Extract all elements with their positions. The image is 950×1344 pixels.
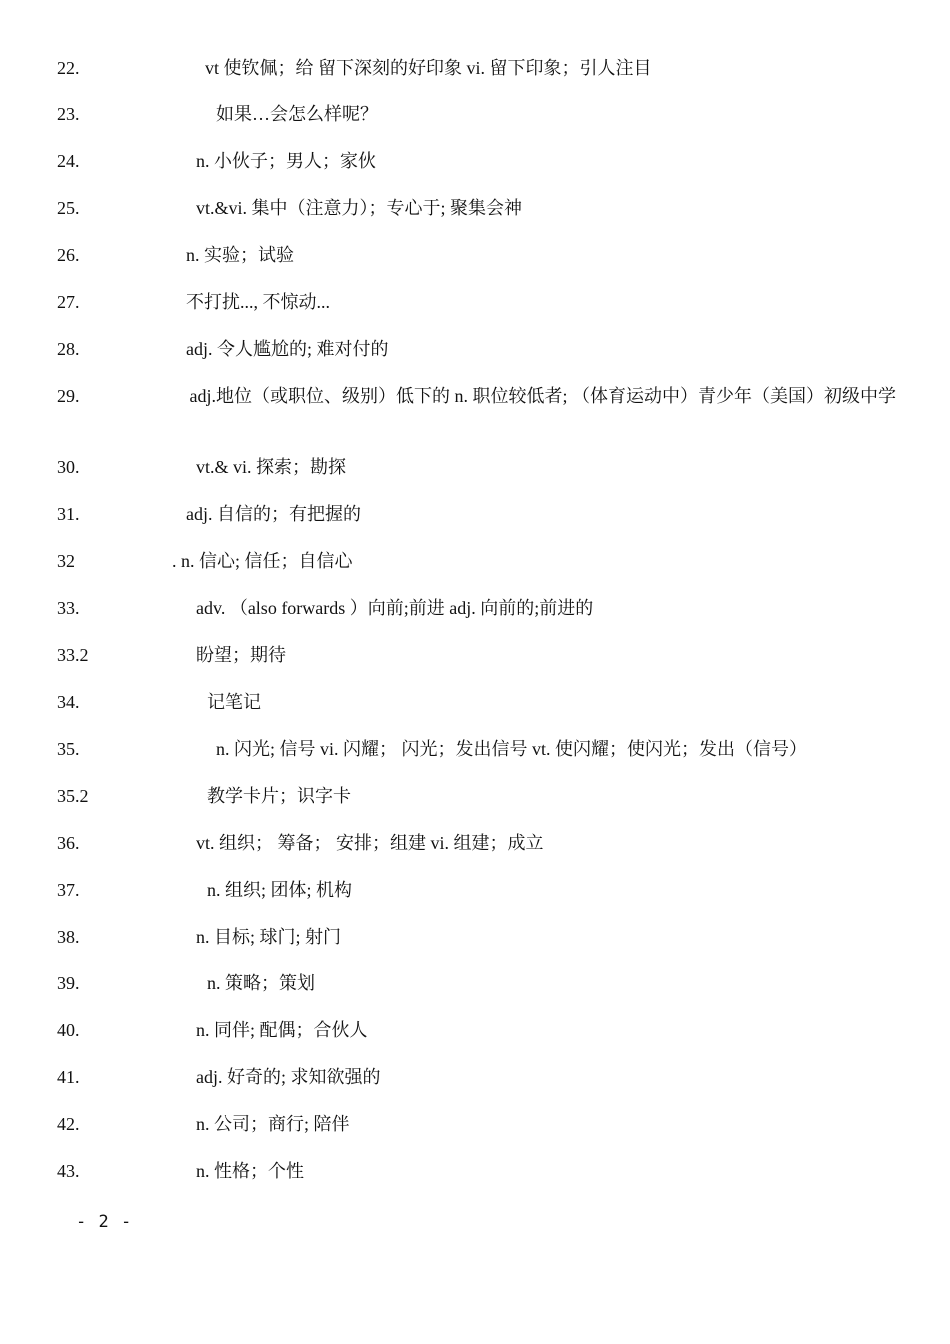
entry-definition: adj.地位（或职位、级别）低下的 n. 职位较低者; （体育运动中）青少年（美国）初级中学: [189, 386, 896, 406]
entry-number: 34.: [57, 692, 80, 712]
entry-definition: vt.&vi. 集中（注意力）；专心于; 聚集会神: [196, 198, 523, 218]
entry-definition: n. 组织; 团体; 机构: [207, 880, 353, 900]
entry-number: 30.: [57, 457, 80, 477]
entry-number: 37.: [57, 880, 80, 900]
entry-definition: adj. 自信的；有把握的: [186, 504, 361, 524]
entry-definition: vt 使钦佩；给 留下深刻的好印象 vi. 留下印象；引人注目: [205, 58, 652, 78]
entry-definition: 教学卡片；识字卡: [207, 786, 351, 806]
entry-definition: adj. 令人尴尬的; 难对付的: [186, 339, 389, 359]
entry-number: 36.: [57, 833, 80, 853]
entry-number: 41.: [57, 1067, 80, 1087]
entry-definition: n. 策略；策划: [207, 973, 315, 993]
entry-number: 42.: [57, 1114, 80, 1134]
entry-definition: n. 同伴; 配偶；合伙人: [196, 1020, 368, 1040]
entry-number: 29.: [57, 386, 80, 406]
entry-number: 32: [57, 551, 75, 571]
entry-number: 23.: [57, 104, 80, 124]
entry-number: 33.2: [57, 645, 89, 665]
entry-definition: n. 小伙子；男人；家伙: [196, 151, 376, 171]
entry-number: 22.: [57, 58, 80, 78]
entry-number: 33.: [57, 598, 80, 618]
entry-definition: vt. 组织； 筹备； 安排；组建 vi. 组建；成立: [196, 833, 544, 853]
entry-definition: 盼望；期待: [196, 645, 286, 665]
entry-definition: n. 闪光; 信号 vi. 闪耀； 闪光；发出信号 vt. 使闪耀；使闪光；发出（信号）: [216, 739, 807, 759]
page-number: - 2 -: [76, 1212, 133, 1232]
entry-number: 38.: [57, 927, 80, 947]
entry-definition: n. 实验；试验: [186, 245, 294, 265]
entry-definition: 不打扰..., 不惊动...: [186, 292, 330, 312]
entry-number: 35.2: [57, 786, 89, 806]
entry-definition: adv. （also forwards ）向前;前进 adj. 向前的;前进的: [196, 598, 594, 618]
entry-number: 27.: [57, 292, 80, 312]
entry-number: 40.: [57, 1020, 80, 1040]
entry-number: 26.: [57, 245, 80, 265]
entry-definition: adj. 好奇的; 求知欲强的: [196, 1067, 381, 1087]
entry-number: 39.: [57, 973, 80, 993]
entry-definition: n. 目标; 球门; 射门: [196, 927, 342, 947]
entry-number: 31.: [57, 504, 80, 524]
entry-number: 24.: [57, 151, 80, 171]
entry-definition: vt.& vi. 探索；勘探: [196, 457, 347, 477]
entry-number: 43.: [57, 1161, 80, 1181]
entry-number: 25.: [57, 198, 80, 218]
entry-definition: n. 公司；商行; 陪伴: [196, 1114, 350, 1134]
entry-definition: n. 性格；个性: [196, 1161, 304, 1181]
entry-number: 28.: [57, 339, 80, 359]
entry-definition: 如果…会怎么样呢？: [216, 104, 378, 124]
entry-definition: . n. 信心; 信任；自信心: [172, 551, 353, 571]
entry-number: 35.: [57, 739, 80, 759]
entry-definition: 记笔记: [207, 692, 261, 712]
